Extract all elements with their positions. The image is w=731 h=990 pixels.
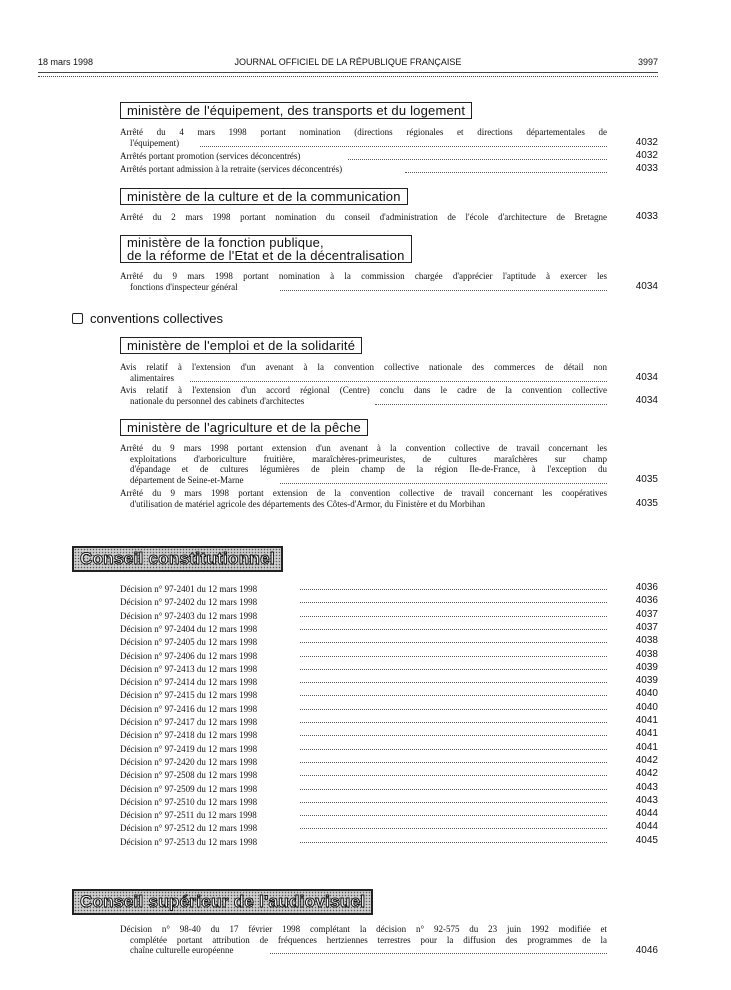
- decision-text: Décision n° 97-2417 du 12 mars 1998: [120, 717, 258, 727]
- ministry-heading-equipement: [120, 102, 472, 119]
- decision-row: [120, 835, 658, 848]
- decision-row: [120, 688, 658, 701]
- decision-text: Décision n° 97-2510 du 12 mars 1998: [120, 796, 258, 807]
- dot-leader: [280, 290, 607, 291]
- page-ref: 4046: [635, 945, 658, 956]
- dot-leader: [300, 682, 607, 683]
- decision-row: [120, 582, 658, 595]
- decision-text: Décision n° 97-2402 du 12 mars 1998: [120, 597, 258, 608]
- page-ref: 4035: [635, 498, 658, 509]
- entry: [120, 127, 607, 148]
- entry-line: d'épandage et de cultures légumières de plein champ de la région Ile-de-France, à l'exception du: [130, 464, 607, 474]
- header-rule-secondary: [38, 76, 658, 77]
- page-header: [38, 57, 658, 71]
- page-ref: 4038: [635, 648, 658, 660]
- dot-leader: [348, 159, 607, 160]
- dot-leader: [300, 616, 607, 617]
- page-ref: 4042: [635, 768, 658, 780]
- dot-leader: [300, 815, 607, 816]
- decision-row: [120, 795, 658, 808]
- decision-row: [120, 635, 658, 648]
- entry-line-text: alimentaires: [130, 372, 174, 383]
- decision-text: Décision n° 97-2509 du 12 mars 1998: [120, 783, 258, 794]
- dot-leader: [190, 381, 607, 382]
- page-ref: 4033: [635, 211, 658, 222]
- decision-text: Décision n° 97-2419 du 12 mars 1998: [120, 743, 258, 754]
- entry: [120, 212, 607, 223]
- conseil-constitutionnel-heading: [72, 546, 283, 572]
- dot-leader: [300, 842, 607, 843]
- entry: [120, 362, 607, 383]
- dot-leader: [405, 172, 607, 173]
- decision-row: [120, 649, 658, 662]
- page-ref: 4039: [635, 661, 658, 673]
- header-rule: [38, 72, 658, 73]
- entry-line-text: nationale du personnel des cabinets d'architectes: [130, 395, 305, 406]
- entry-line: [120, 945, 607, 956]
- dot-leader: [300, 828, 607, 829]
- dot-leader: [300, 762, 607, 763]
- entry-line-text: département de Seine-et-Marne: [130, 474, 244, 485]
- entry-line: Arrêté du 9 mars 1998 portant extension de la convention collective de travail concernant les coopératives: [120, 488, 607, 498]
- decision-row: [120, 768, 658, 781]
- decision-text: Décision n° 97-2405 du 12 mars 1998: [120, 637, 258, 648]
- ministry-heading-text: ministère de la fonction publique,: [127, 235, 324, 250]
- ministry-heading-text: de la réforme de l'Etat et de la décentralisation: [127, 248, 405, 263]
- entry-line-text: l'équipement): [130, 137, 180, 148]
- ministry-heading-text: ministère de l'emploi et de la solidarité: [127, 338, 356, 353]
- section-label-text: conventions collectives: [90, 311, 223, 326]
- dot-leader: [300, 709, 607, 710]
- dot-leader: [300, 642, 607, 643]
- decision-row: [120, 675, 658, 688]
- dot-leader: [300, 722, 607, 723]
- decision-text: Décision n° 97-2418 du 12 mars 1998: [120, 730, 258, 741]
- page-ref: 4040: [635, 688, 658, 700]
- dot-leader: [300, 749, 607, 750]
- dot-leader: [300, 629, 607, 630]
- page-ref: 4041: [635, 728, 658, 740]
- decision-row: [120, 662, 658, 675]
- decision-text: Décision n° 97-2413 du 12 mars 1998: [120, 663, 258, 674]
- decision-row: [120, 755, 658, 768]
- entry: [120, 443, 607, 485]
- entry-line: Avis relatif à l'extension d'un avenant à la convention collective nationale des commerces de détail non: [120, 362, 607, 372]
- dot-leader: [300, 669, 607, 670]
- heading-text: Conseil supérieur de l'audiovisuel: [80, 892, 366, 911]
- page-ref: 4032: [635, 150, 658, 161]
- header-date: 18 mars 1998: [38, 57, 94, 67]
- ministry-heading-fonction-publique: [120, 235, 412, 263]
- ministry-heading-text: ministère de l'équipement, des transports et du logement: [127, 103, 466, 118]
- dot-leader: [300, 775, 607, 776]
- decision-text: Décision n° 97-2511 du 12 mars 1998: [120, 810, 257, 821]
- entry-line: Avis relatif à l'extension d'un accord régional (Centre) conclu dans le cadre de la convention collective: [120, 385, 607, 395]
- page-ref: 4044: [635, 808, 658, 820]
- decision-row: [120, 702, 658, 715]
- page-ref: 4036: [635, 595, 658, 607]
- conseil-audiovisuel-heading: [72, 889, 373, 915]
- entry-line-text: chaîne culturelle européenne: [130, 945, 234, 955]
- entry-line: [120, 373, 607, 384]
- entry: [120, 488, 607, 509]
- page-ref: 4042: [635, 754, 658, 766]
- entry: [120, 271, 607, 292]
- page-ref: 4041: [635, 715, 658, 726]
- decision-text: Décision n° 97-2404 du 12 mars 1998: [120, 623, 258, 634]
- dot-leader: [270, 953, 607, 954]
- page-ref: 4034: [635, 372, 658, 383]
- entry-line: Arrêté du 9 mars 1998 portant nomination à la commission chargée d'apprécier l'aptitude à exercer les: [120, 271, 607, 281]
- decision-row: [120, 728, 658, 741]
- heading-text: Conseil constitutionnel: [80, 549, 275, 568]
- entry-line: Arrêté du 9 mars 1998 portant extension d'un avenant à la convention collective de travail concernant les: [120, 443, 607, 453]
- page-ref: 4043: [635, 781, 658, 793]
- entry-line: Décision n° 98-40 du 17 février 1998 complétant la décision n° 92-575 du 23 juin 1992 modifiée et: [120, 924, 607, 934]
- dot-leader: [300, 802, 607, 803]
- dot-leader: [280, 483, 607, 484]
- entry: [120, 151, 607, 162]
- decision-row: [120, 782, 658, 795]
- entry: [120, 385, 607, 406]
- journal-title: JOURNAL OFFICIEL DE LA RÉPUBLIQUE FRANÇAISE: [234, 57, 462, 67]
- page-ref: 4033: [635, 163, 658, 174]
- decision-text: Décision n° 97-2401 du 12 mars 1998: [120, 584, 258, 594]
- page-ref: 4039: [635, 675, 658, 687]
- entry: [120, 164, 607, 175]
- page-ref: 4043: [635, 794, 658, 806]
- decision-text: Décision n° 97-2513 du 12 mars 1998: [120, 836, 258, 847]
- page-number: 3997: [637, 57, 658, 67]
- ministry-heading-agriculture: [120, 419, 368, 436]
- entry-line: [120, 475, 607, 486]
- decision-text: Décision n° 97-2512 du 12 mars 1998: [120, 823, 258, 834]
- entry-line: [120, 282, 607, 293]
- entry-line-text: Arrêtés portant promotion (services déconcentrés): [120, 151, 301, 161]
- entry-line: [120, 138, 607, 149]
- decision-text: Décision n° 97-2406 du 12 mars 1998: [120, 650, 258, 661]
- entry-line: Arrêté du 2 mars 1998 portant nomination du conseil d'administration de l'école d'architecture de Bretagne: [120, 212, 607, 222]
- decision-text: Décision n° 97-2416 du 12 mars 1998: [120, 703, 258, 714]
- page-ref: 4034: [635, 395, 658, 406]
- dot-leader: [300, 602, 607, 603]
- ministry-heading-emploi: [120, 337, 362, 354]
- entry-line: Arrêté du 4 mars 1998 portant nomination (directions régionales et directions départementales de: [120, 127, 607, 137]
- decision-row: [120, 821, 658, 834]
- dot-leader: [300, 589, 607, 590]
- page-ref: 4037: [635, 608, 658, 620]
- decision-text: Décision n° 97-2414 du 12 mars 1998: [120, 677, 258, 688]
- dot-leader: [300, 656, 607, 657]
- entry: [120, 924, 607, 956]
- entry-line: [120, 164, 607, 175]
- dot-leader: [300, 695, 607, 696]
- page-ref: 4035: [635, 474, 658, 485]
- page-ref: 4032: [635, 137, 658, 148]
- decision-row: [120, 808, 658, 821]
- page-ref: 4036: [635, 582, 658, 593]
- conventions-section-label: [72, 311, 223, 326]
- entry-line-text: fonctions d'inspecteur général: [130, 281, 238, 292]
- dot-leader: [375, 404, 607, 405]
- page-ref: 4040: [635, 701, 658, 713]
- dot-leader: [300, 735, 607, 736]
- decision-text: Décision n° 97-2415 du 12 mars 1998: [120, 690, 258, 701]
- decision-row: [120, 715, 658, 728]
- decision-row: [120, 622, 658, 635]
- decision-text: Décision n° 97-2420 du 12 mars 1998: [120, 756, 258, 767]
- decision-row: [120, 609, 658, 622]
- page-ref: 4041: [635, 741, 658, 753]
- ministry-heading-text: ministère de l'agriculture et de la pêche: [127, 420, 361, 435]
- page-ref: 4038: [635, 635, 658, 647]
- page-ref: 4044: [635, 821, 658, 833]
- decision-row: [120, 595, 658, 608]
- checkbox-icon: [72, 313, 83, 324]
- decision-text: Décision n° 97-2403 du 12 mars 1998: [120, 610, 258, 621]
- entry-line: complétée portant attribution de fréquences hertziennes terrestres pour la diffusion des programmes de la: [130, 934, 607, 945]
- entry-line: exploitations d'arboriculture fruitière, maraîchères-primeuristes, de cultures maraîchères sur champ: [130, 453, 607, 464]
- page-ref: 4034: [635, 281, 658, 292]
- decision-text: Décision n° 97-2508 du 12 mars 1998: [120, 770, 258, 781]
- entry-line: [120, 396, 607, 407]
- entry-line: d'utilisation de matériel agricole des départements des Côtes-d'Armor, du Finistère et du Morbihan: [130, 498, 486, 509]
- ministry-heading-text: ministère de la culture et de la communication: [127, 189, 401, 204]
- page-ref: 4045: [635, 834, 658, 846]
- entry-line-text: Arrêtés portant admission à la retraite (services déconcentrés): [120, 164, 343, 174]
- dot-leader: [300, 789, 607, 790]
- decision-row: [120, 742, 658, 755]
- ministry-heading-culture: [120, 188, 408, 205]
- dot-leader: [200, 146, 607, 147]
- entry-line: [120, 151, 607, 162]
- page-ref: 4037: [635, 621, 658, 633]
